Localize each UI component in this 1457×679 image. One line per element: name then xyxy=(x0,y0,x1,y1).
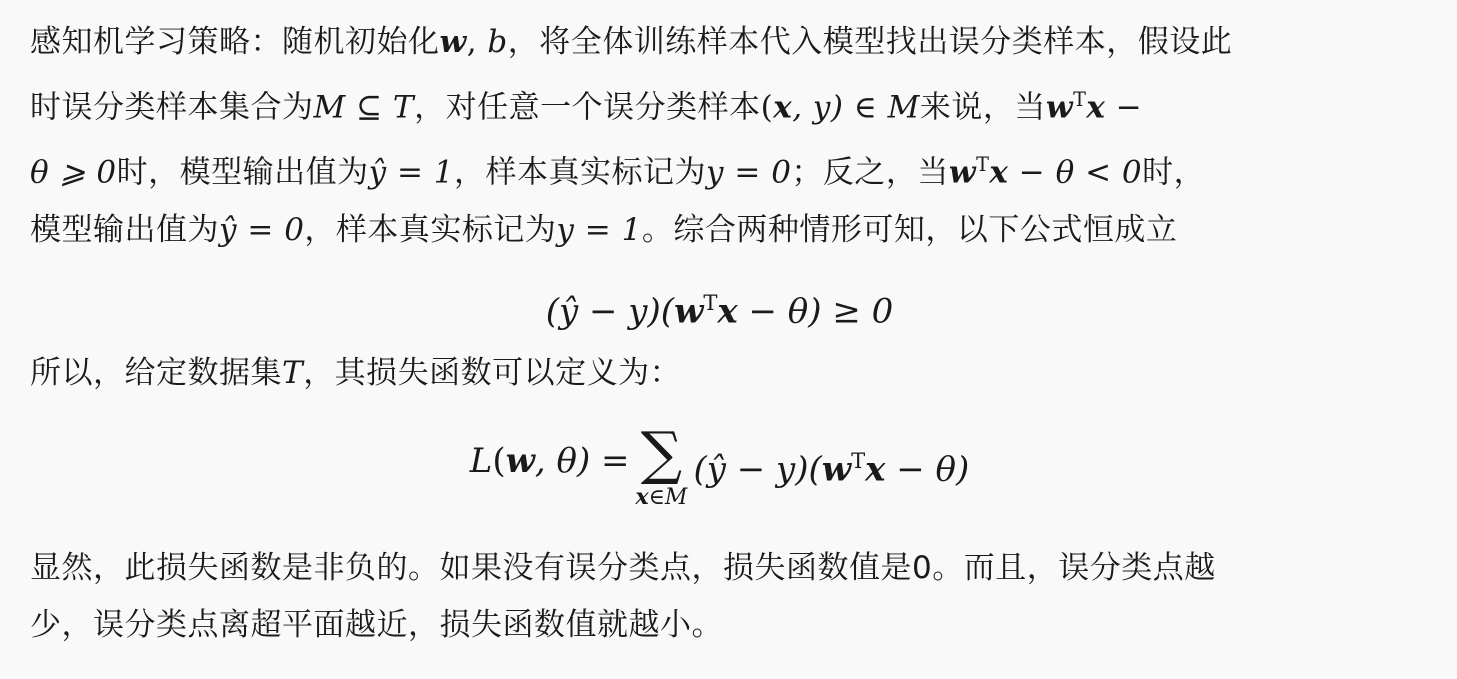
text: 所以，给定数据集 xyxy=(30,354,282,391)
math-transpose: T xyxy=(851,447,866,473)
math-paren: ( xyxy=(492,440,506,481)
math-w: w xyxy=(821,448,852,489)
math-T: T xyxy=(282,354,304,391)
math-paren: ( xyxy=(760,89,774,126)
text: ，其损失函数可以定义为： xyxy=(303,354,682,391)
math-y-1: y = 1 xyxy=(556,211,642,248)
math-x: x xyxy=(989,154,1009,191)
math-subset: M ⊆ T xyxy=(313,89,415,126)
eq-part: − θ) ≥ 0 xyxy=(737,290,894,331)
paragraph-loss-properties xyxy=(30,540,1409,654)
math-comma: , xyxy=(466,24,488,60)
math-transpose: T xyxy=(703,289,718,315)
math-x: x xyxy=(1086,89,1106,126)
math-yhat-1: ŷ = 1 xyxy=(368,154,454,191)
math-condition: − θ < 0 xyxy=(1008,154,1143,191)
eq-part: (ŷ − y)( xyxy=(693,448,822,489)
summation xyxy=(636,408,688,511)
text: ；反之，当 xyxy=(791,154,949,191)
math-w: w xyxy=(505,440,535,481)
math-x: x xyxy=(635,483,649,510)
math-minus: − xyxy=(1105,89,1143,126)
math-w: w xyxy=(948,154,977,191)
eq-part: (ŷ − y)( xyxy=(545,290,675,331)
text: ，样本真实标记为 xyxy=(304,211,557,248)
text: 少，误分类点离超平面越近，损失函数值就越小。 xyxy=(30,606,723,643)
text: 时，模型输出值为 xyxy=(116,154,369,191)
text: 时， xyxy=(1142,154,1206,191)
math-y-0: y = 0 xyxy=(706,154,792,191)
math-yhat-0: ŷ = 0 xyxy=(219,211,305,248)
math-membership: , y) ∈ M xyxy=(792,89,920,126)
paragraph-loss-intro xyxy=(30,345,1409,402)
math-w: w xyxy=(1045,89,1074,126)
math-w: w xyxy=(674,290,704,331)
text: 来说，当 xyxy=(919,89,1046,126)
sum-subscript xyxy=(636,484,688,511)
eq-lhs xyxy=(470,408,630,496)
text: ，样本真实标记为 xyxy=(454,154,706,191)
math-b: b xyxy=(487,24,508,60)
text: ，将全体训练样本代入模型找出误分类样本，假设此 xyxy=(507,24,1233,60)
text: 。综合两种情形可知，以下公式恒成立 xyxy=(641,211,1178,248)
equation-loss-function xyxy=(30,408,1409,518)
math-w: w xyxy=(439,24,467,60)
math-transpose: T xyxy=(976,153,990,177)
math-in-M: ∈M xyxy=(648,484,688,510)
math-theta: , θ) = xyxy=(534,440,630,481)
equation-inequality xyxy=(30,273,1409,333)
math-L: L xyxy=(469,440,493,481)
text: 时误分类样本集合为 xyxy=(30,89,314,126)
eq-part: − θ) xyxy=(885,448,970,489)
math-transpose: T xyxy=(1073,88,1087,111)
sum-symbol: ∑ xyxy=(640,418,683,487)
paragraph-perceptron-strategy xyxy=(30,14,1409,259)
math-x: x xyxy=(865,448,886,489)
math-theta-condition: θ ⩾ 0 xyxy=(30,154,117,191)
text: 显然，此损失函数是非负的。如果没有误分类点，损失函数值是0。而且，误分类点越 xyxy=(30,549,1216,586)
math-x: x xyxy=(773,89,793,126)
text: 感知机学习策略：随机初始化 xyxy=(30,24,440,60)
eq-rhs xyxy=(693,408,969,504)
text: 模型输出值为 xyxy=(30,211,219,248)
math-x: x xyxy=(717,290,738,331)
text: ，对任意一个误分类样本 xyxy=(414,89,761,126)
